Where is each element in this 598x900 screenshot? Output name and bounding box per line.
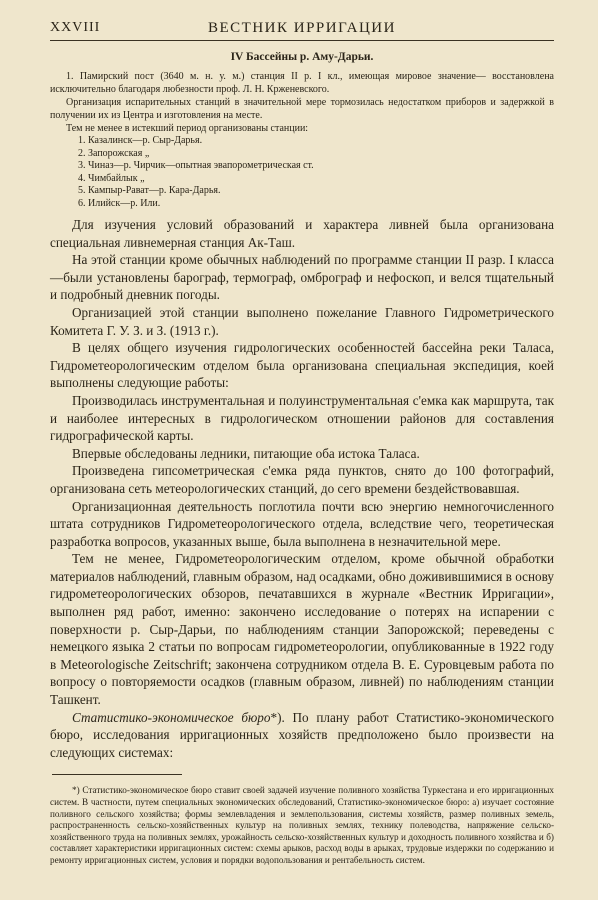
- station-item: 2. Запорожская „: [78, 147, 150, 159]
- body-paragraph: Произведена гипсометрическая с'емка ряда пунктов, снято до 100 фотографий, организована сеть метеорологических станций, до сего времени бездействовавшая.: [50, 463, 554, 496]
- section-title: IV Бассейны р. Аму-Дарьи.: [230, 51, 374, 63]
- page-number: XXVIII: [50, 20, 101, 35]
- body-paragraph: Организацией этой станции выполнено пожелание Главного Гидрометрического Комитета Г. У. З. и З. (1913 г.).: [50, 304, 554, 338]
- body-paragraph: Тем не менее, Гидрометеорологическим отделом, кроме обычной обработки материалов наблюдений, главным образом, над осадками, обно доживившимися в основу гидрометеорологических обзоров, печатавшихся в журнале «Вестник Ирригации», выполнен ряд работ, именно: закончено исследование о потерях на испарении с поверхности р. Сыр-Дарьи, по наблюдениям станции Запорожской; переведены с немецкого языка 2 статьи по вопросам гидрометеорологии, опубликованные в 1922 году в Meteorologische Zeitschrift; закончена сотрудником отдела В. Е. Суровцевым работа по вопросу о повторяемости осадков (главным образом, ливней) по наблюдениям станции Ташкент.: [50, 551, 554, 708]
- body-paragraph: На этой станции кроме обычных наблюдений по программе станции II разр. I класса—были установлены барограф, термограф, омброграф и нефоскоп, и велся тщательный и подробный дневник погоды.: [50, 252, 554, 303]
- body-paragraph: Организационная деятельность поглотила почти всю энергию немногочисленного штата сотрудников Гидрометеорологического отдела, вследствие чего, теоретическая разработка вопросов, указанных выше, была выполнена в незначительной мере.: [50, 498, 554, 549]
- main-text: [50, 216, 554, 761]
- intro-block: [50, 70, 554, 135]
- body-paragraph: Впервые обследованы ледники, питающие оба истока Таласа.: [72, 445, 420, 461]
- header-rule: [50, 40, 554, 41]
- bureau-text: *). По плану работ Статистико-экономического бюро, исследования ирригационных хозяйств предположено было произвести на следующих системах:: [50, 709, 554, 760]
- body-paragraph: В целях общего изучения гидрологических особенностей бассейна реки Таласа, Гидрометеорологическим отделом была организована специальная экспедиция, коей выполнены следующие работы:: [50, 340, 554, 391]
- station-list: [78, 135, 554, 210]
- bureau-name: Статистико-экономическое бюро: [72, 709, 271, 725]
- intro-paragraph: Организация испарительных станций в значительной мере тормозилась недостатком приборов и задержкой в получении их из Центра и изготовления на месте.: [50, 97, 554, 121]
- station-item: 6. Илийск—р. Или.: [78, 197, 161, 209]
- footnote: *) Статистико-экономическое бюро ставит своей задачей изучение поливного хозяйства Туркестана и его ирригационных систем. В частности, путем специальных экономических обследований, Статистико-экономическое бюро: а) изучает состояние поливного сельского хозяйства; формы землевладения и землепользования, системы хозяйств, размер поливных земель, распространенность сельско-хозяйственных культур на поливных землях, технику полеводства, напряжение сельско-хозяйственного труда на поливных землях, урожайность сельско-хозяйственных культур и доходность поливного хозяйства и б) составляет характеристики ирригационных систем: схемы арыков, расход воды в арыках, трудовые издержки по содержанию и ремонту ирригационных систем, условия и порядки водопользования и рентабельность систем.: [50, 785, 554, 865]
- station-item: 1. Казалинск—р. Сыр-Дарья.: [78, 135, 203, 146]
- body-paragraph: Производилась инструментальная и полуинструментальная с'емка как маршрута, так и наиболее интересных в гидрологическом отношении районов для составления гидрографической карты.: [50, 392, 554, 444]
- footnote-rule: [52, 774, 182, 775]
- page-header: [50, 0, 554, 40]
- intro-paragraph: 1. Памирский пост (3640 м. н. у. м.) станция II р. I кл., имеющая мировое значение— восстановлена исключительно благодаря любезности проф. Л. Н. Крженевского.: [50, 71, 554, 95]
- station-item: 5. Кампыр-Рават—р. Кара-Дарья.: [78, 185, 221, 196]
- body-paragraph-last: [50, 709, 554, 762]
- body-paragraph: Для изучения условий образований и характера ливней была организована специальная ливнемерная станция Ак-Таш.: [50, 217, 554, 250]
- running-title: ВЕСТНИК ИРРИГАЦИИ: [208, 20, 396, 36]
- intro-paragraph: Тем не менее в истекший период организованы станции:: [66, 123, 309, 134]
- station-item: 3. Чиназ—р. Чирчик—опытная эвапорометрическая ст.: [78, 160, 314, 171]
- station-item: 4. Чимбайлык „: [78, 172, 145, 184]
